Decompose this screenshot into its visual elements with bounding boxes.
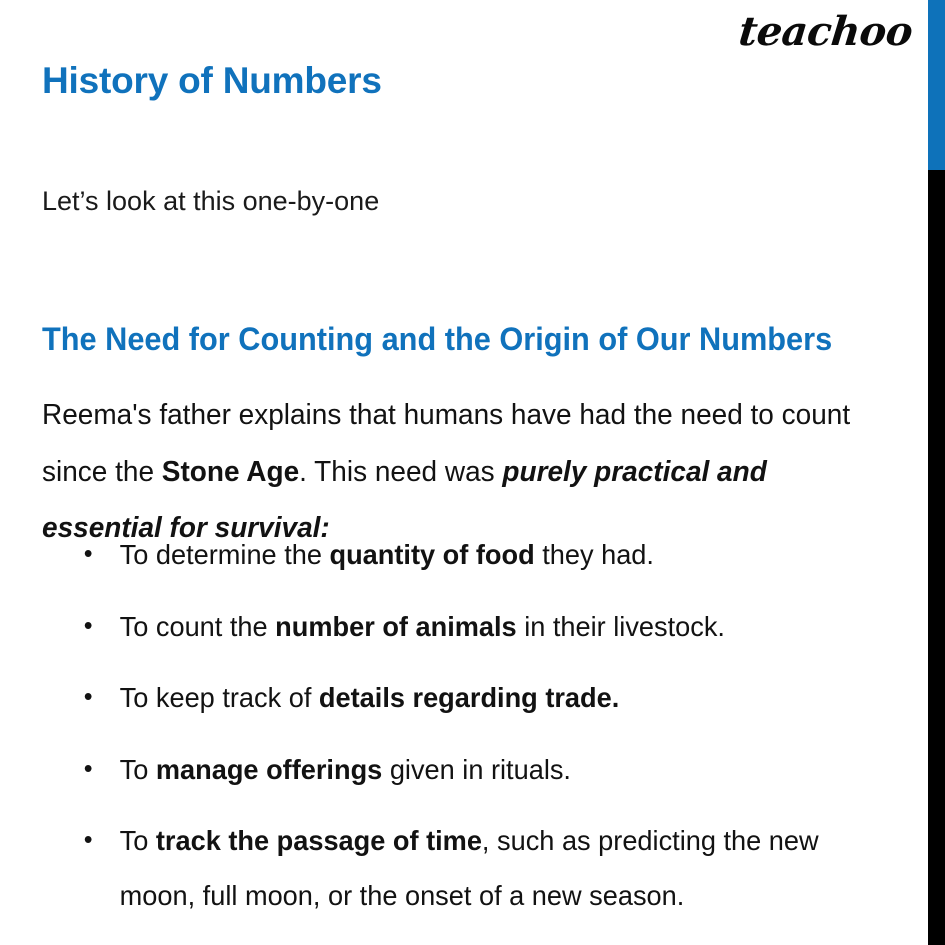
bullet-text-post: , such as predicting the new — [481, 825, 819, 857]
paragraph-text-2: . This need was — [299, 455, 503, 488]
bullet-text-pre: To determine the — [119, 539, 330, 570]
paragraph-bolditalic-emphasis: purely practical and essential for survival: — [42, 455, 767, 545]
bullet-dot-icon: • — [83, 609, 93, 640]
bullet-text-post: in their livestock. — [516, 610, 725, 642]
paragraph-text-1: Reema's father explains that humans have had the need to count since the — [42, 399, 851, 488]
bullet-text-pre: To keep track of — [119, 682, 319, 714]
bullet-dot-icon: • — [83, 681, 93, 712]
body-paragraph — [42, 387, 882, 557]
list-item — [76, 538, 891, 572]
reasons-bullet-list — [76, 538, 916, 913]
list-item — [76, 824, 891, 912]
bullet-text-wrapline: moon, full moon, or the onset of a new season. — [119, 879, 685, 911]
bullet-text-post: given in rituals. — [382, 753, 571, 785]
list-item — [76, 753, 891, 787]
bullet-text-bold: details regarding trade. — [318, 682, 620, 714]
right-edge-black-bar — [928, 170, 945, 945]
list-item — [76, 681, 891, 715]
bullet-text-post: they had. — [534, 539, 654, 570]
right-edge-blue-bar — [928, 0, 945, 170]
section-subheading: The Need for Counting and the Origin of Our Numbers — [42, 320, 833, 357]
bullet-dot-icon: • — [83, 752, 93, 783]
bullet-text-pre: To — [119, 825, 156, 857]
bullet-text-bold: number of animals — [275, 610, 517, 642]
bullet-dot-icon: • — [83, 824, 93, 855]
bullet-text-bold: quantity of food — [329, 539, 535, 570]
bullet-dot-icon: • — [83, 538, 93, 568]
paragraph-bold-stone-age: Stone Age — [161, 455, 300, 488]
bullet-text-pre: To count the — [119, 610, 276, 642]
teachoo-logo: teachoo — [736, 8, 915, 55]
bullet-text-bold: track the passage of time — [155, 825, 482, 857]
bullet-text-pre: To — [119, 753, 156, 785]
bullet-text-bold: manage offerings — [155, 753, 383, 785]
list-item — [76, 610, 891, 644]
page-title: History of Numbers — [42, 59, 382, 101]
intro-line: Let’s look at this one-by-one — [42, 186, 380, 216]
